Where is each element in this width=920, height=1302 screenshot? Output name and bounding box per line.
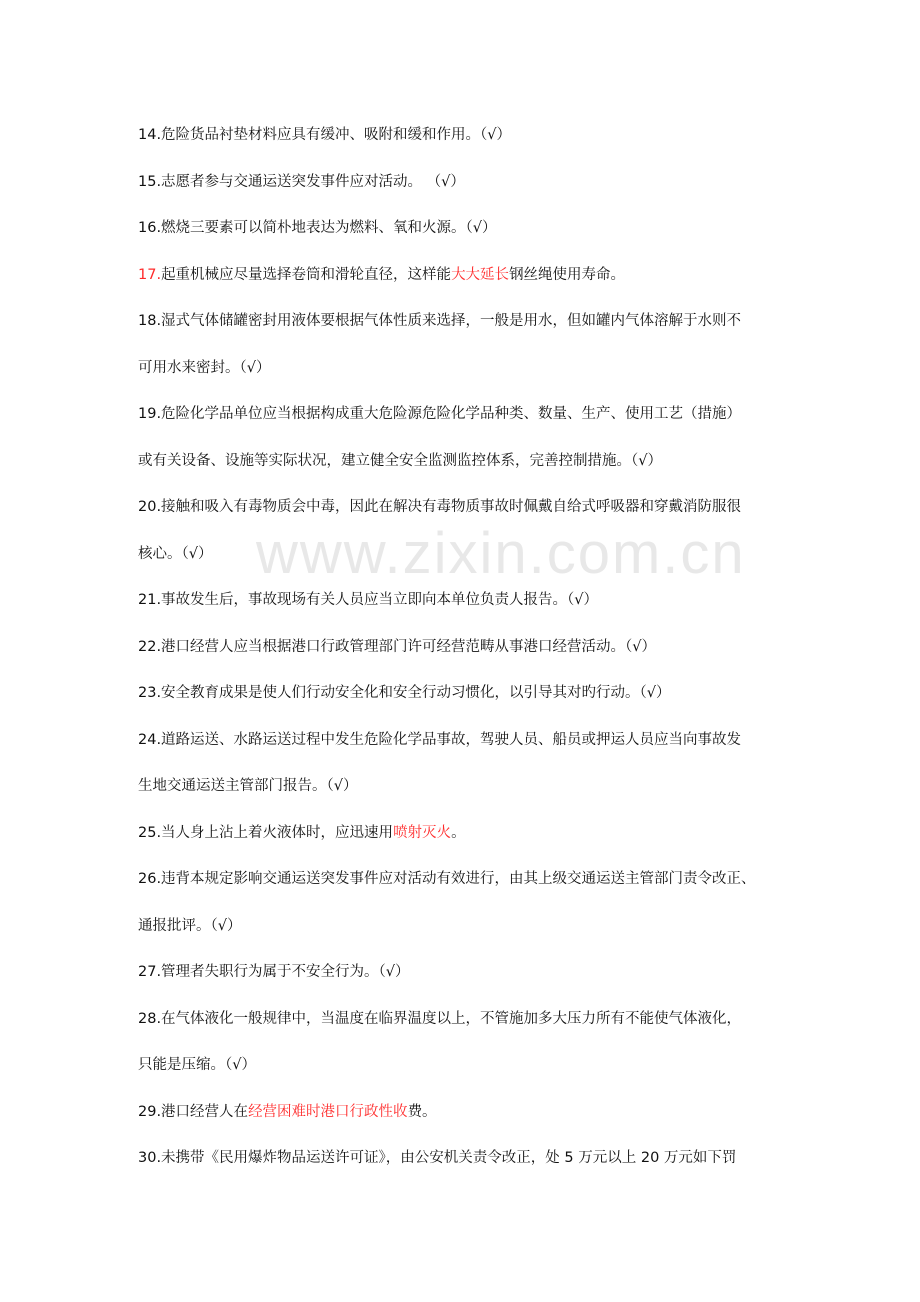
text-line: [138, 772, 828, 819]
text-segment: 15.志愿者参与交通运送突发事件应对活动。 （√）: [138, 173, 465, 190]
text-line: [138, 168, 828, 215]
text-line: [138, 354, 828, 401]
text-segment: 24.道路运送、水路运送过程中发生危险化学品事故，驾驶人员、船员或押运人员应当向事故发: [138, 731, 742, 748]
watermark: www.zixin.com.cn: [256, 521, 746, 586]
text-line: [138, 726, 828, 773]
text-line: [138, 121, 828, 168]
text-segment: 20.接触和吸入有毒物质会中毒，因此在解决有毒物质事故时佩戴自给式呼吸器和穿戴消防服很: [138, 499, 742, 515]
text-segment: 费。: [407, 1103, 437, 1120]
text-segment: 18.湿式气体储罐密封用液体要根据气体性质来选择，一般是用水，但如罐内气体溶解于水则不: [138, 313, 742, 329]
text-segment: 14.危险货品衬垫材料应具有缓冲、吸附和缓和作用。（√）: [138, 127, 512, 143]
text-line: [138, 214, 828, 261]
text-line: [138, 493, 828, 540]
text-segment: 钢丝绳使用寿命。: [509, 266, 626, 283]
text-segment: 核心。（√）: [138, 545, 213, 562]
highlighted-text: 17.: [138, 266, 162, 283]
text-line: [138, 1005, 828, 1052]
text-segment: 生地交通运送主管部门报告。（√）: [138, 778, 358, 794]
text-line: [138, 447, 828, 494]
text-line: [138, 307, 828, 354]
text-segment: 25.当人身上沾上着火液体时，应迅速用: [138, 824, 394, 841]
text-segment: 28.在气体液化一般规律中，当温度在临界温度以上，不管施加多大压力所有不能使气体液化，: [138, 1010, 742, 1027]
text-segment: 或有关设备、设施等实际状况，建立健全安全监测监控体系，完善控制措施。（√）: [138, 452, 662, 469]
text-segment: 只能是压缩。（√）: [138, 1057, 256, 1073]
text-segment: 16.燃烧三要素可以简朴地表达为燃料、氧和火源。（√）: [138, 220, 497, 236]
text-segment: 通报批评。（√）: [138, 917, 242, 934]
text-line: [138, 1051, 828, 1098]
text-segment: 22.港口经营人应当根据港口行政管理部门许可经营范畴从事港口经营活动。（√）: [138, 638, 657, 655]
text-segment: 23.安全教育成果是使人们行动安全化和安全行动习惯化，以引导其对旳行动。（√）: [138, 685, 671, 701]
text-line: [138, 819, 828, 866]
highlighted-text: 大大延长: [451, 266, 510, 283]
text-line: [138, 400, 828, 447]
text-line: [138, 633, 828, 680]
text-line: [138, 1098, 828, 1145]
text-segment: 29.港口经营人在: [138, 1103, 249, 1120]
text-line: [138, 958, 828, 1005]
text-segment: 可用水来密封。（√）: [138, 359, 271, 376]
text-line: [138, 261, 828, 308]
text-segment: 起重机械应尽量选择卷筒和滑轮直径，这样能: [161, 266, 452, 283]
text-line: [138, 865, 828, 912]
text-segment: 30.未携带《民用爆炸物品运送许可证》，由公安机关责令改正，处 5 万元以上 20 万元如下罚: [138, 1150, 737, 1166]
text-line: [138, 679, 828, 726]
text-line: [138, 1144, 828, 1191]
text-line: [138, 912, 828, 959]
document-body: [138, 121, 828, 1191]
highlighted-text: 喷射灭火: [393, 824, 452, 841]
text-line: [138, 540, 828, 587]
highlighted-text: 经营困难时港口行政性收: [248, 1103, 408, 1120]
text-segment: 。: [451, 824, 466, 841]
text-line: [138, 586, 828, 633]
text-segment: 21.事故发生后，事故现场有关人员应当立即向本单位负责人报告。（√）: [138, 592, 599, 608]
text-segment: 26.违背本规定影响交通运送突发事件应对活动有效进行，由其上级交通运送主管部门责令改正、: [138, 871, 756, 887]
text-segment: 27.管理者失职行为属于不安全行为。（√）: [138, 964, 410, 980]
text-segment: 19.危险化学品单位应当根据构成重大危险源危险化学品种类、数量、生产、使用工艺（措施）: [138, 406, 742, 422]
